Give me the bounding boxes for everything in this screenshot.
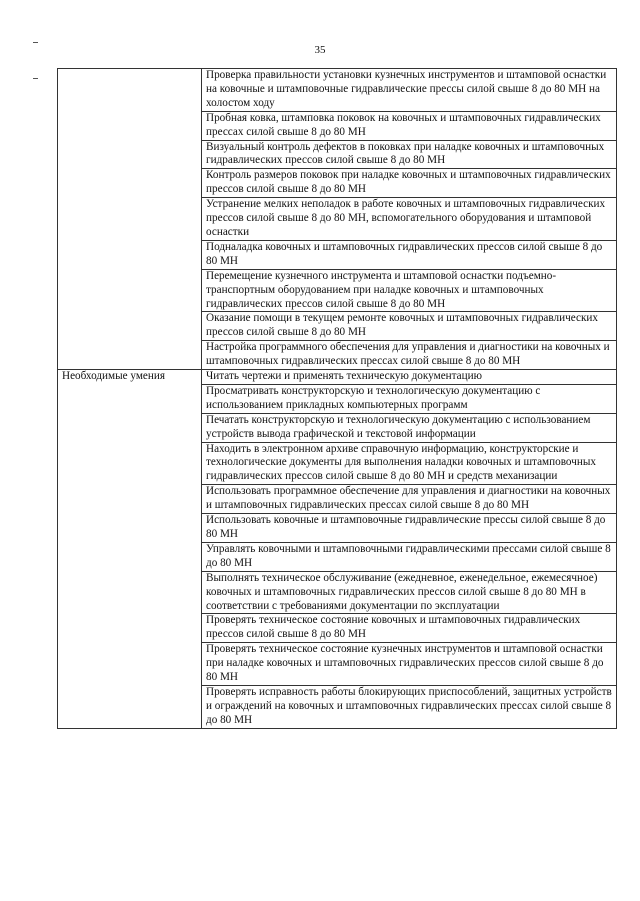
table-cell: Просматривать конструкторскую и технологическую документацию с использованием прикладных компьютерных программ: [202, 385, 616, 414]
table-cell: Контроль размеров поковок при наладке ковочных и штамповочных гидравлических прессов силой свыше 8 до 80 МН: [202, 169, 616, 198]
table-cell: Печатать конструкторскую и технологическую документацию с использованием устройств вывода графической и текстовой информации: [202, 414, 616, 443]
table-cell: Проверять техническое состояние ковочных и штамповочных гидравлических прессов силой свыше 8 до 80 МН: [202, 614, 616, 643]
table-cell: Выполнять техническое обслуживание (ежедневное, еженедельное, ежемесячное) ковочных и штамповочных гидравлических прессов силой свыше 8 до 80 МН в соответствии с требованиями документации по эксплуатации: [202, 572, 616, 615]
table-cell: Перемещение кузнечного инструмента и штамповой оснастки подъемно-транспортным оборудованием при наладке ковочных и штамповочных гидравлических прессов силой свыше 8 до 80 МН: [202, 270, 616, 313]
table-cell: Подналадка ковочных и штамповочных гидравлических прессов силой свыше 8 до 80 МН: [202, 241, 616, 270]
table-cell: Визуальный контроль дефектов в поковках при наладке ковочных и штамповочных гидравлических прессов силой свыше 8 до 80 МН: [202, 141, 616, 170]
section-items: [202, 69, 616, 369]
table-cell: Проверять исправность работы блокирующих приспособлений, защитных устройств и ограждений на ковочных и штамповочных гидравлических прессах силой свыше 8 до 80 МН: [206, 685, 612, 726]
table-cell: Находить в электронном архиве справочную информацию, конструкторские и технологические документы для выполнения наладки ковочных и штамповочных гидравлических прессов силой свыше 8 до 80 МН и средств механизации: [202, 443, 616, 486]
table-cell: Использовать программное обеспечение для управления и диагностики на ковочных и штамповочных гидравлических прессах силой свыше 8 до 80 МН: [202, 485, 616, 514]
table-cell: Оказание помощи в текущем ремонте ковочных и штамповочных гидравлических прессов силой свыше 8 до 80 МН: [202, 312, 616, 341]
table-cell: Пробная ковка, штамповка поковок на ковочных и штамповочных гидравлических прессах силой свыше 8 до 80 МН: [202, 112, 616, 141]
section-label: [58, 69, 202, 369]
requirements-table: [57, 68, 617, 729]
margin-mark: [33, 42, 38, 43]
margin-mark: [33, 78, 38, 79]
table-cell: Настройка программного обеспечения для управления и диагностики на ковочных и штамповочных гидравлических прессах силой свыше 8 до 80 МН: [206, 341, 610, 368]
table-section: [58, 370, 616, 728]
section-label: Необходимые умения: [58, 370, 202, 728]
table-cell: Использовать ковочные и штамповочные гидравлические прессы силой свыше 8 до 80 МН: [202, 514, 616, 543]
table-cell: Проверять техническое состояние кузнечных инструментов и штамповой оснастки при наладке ковочных и штамповочных гидравлических прессов силой свыше 8 до 80 МН: [202, 643, 616, 686]
table-cell: Проверка правильности установки кузнечных инструментов и штамповой оснастки на ковочные и штамповочные гидравлические прессы силой свыше 8 до 80 МН на холостом ходу: [202, 69, 616, 112]
table-section: [58, 69, 616, 370]
table-cell: Устранение мелких неполадок в работе ковочных и штамповочных гидравлических прессов силой свыше 8 до 80 МН, вспомогательного оборудования и штамповой оснастки: [202, 198, 616, 241]
table-cell: Управлять ковочными и штамповочными гидравлическими прессами силой свыше 8 до 80 МН: [202, 543, 616, 572]
page-number: 35: [314, 44, 326, 56]
section-items: [202, 370, 616, 728]
table-cell: Читать чертежи и применять техническую документацию: [202, 370, 616, 385]
